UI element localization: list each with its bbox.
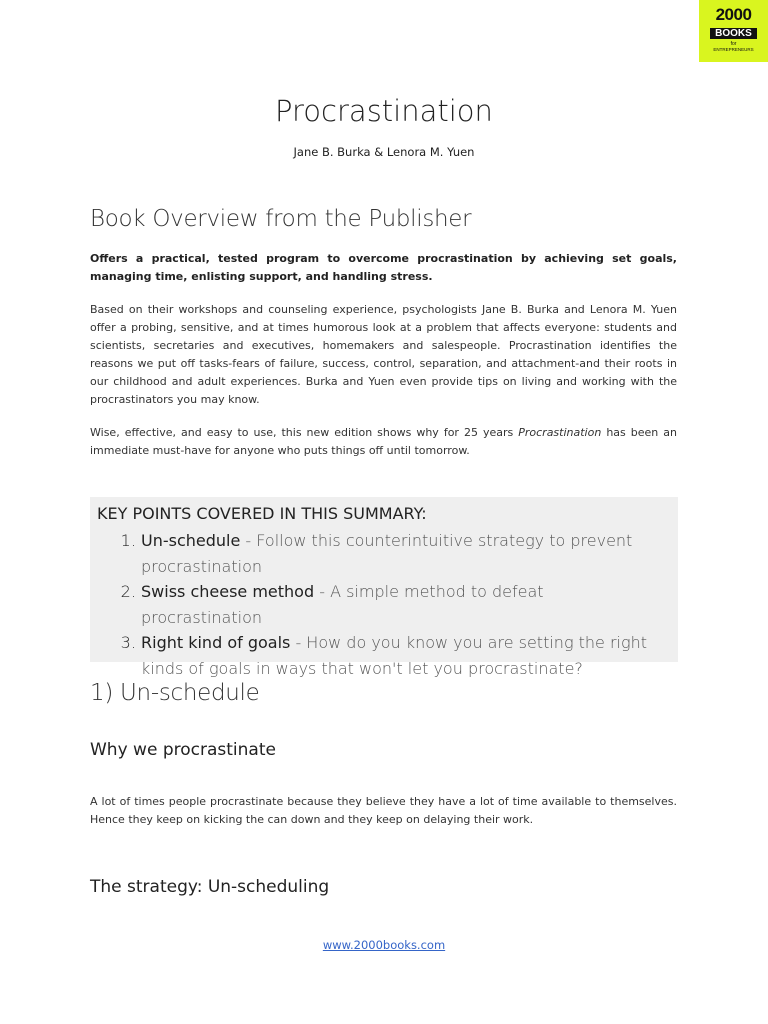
section-1-paragraph: A lot of times people procrastinate because they believe they have a lot of time available to themselves. Hence they keep on kicking the can down and they keep on delaying their work. (90, 795, 677, 826)
overview-paragraph-2 (90, 424, 677, 460)
logo-entrepreneurs: ENTREPRENEURS (713, 47, 754, 52)
key-points-heading: KEY POINTS COVERED IN THIS SUMMARY: (97, 504, 427, 523)
key-point-desc: - How do you know you are setting the right kinds of goals in ways that won't let you procrastinate? (141, 633, 648, 678)
key-point-title: Un-schedule (141, 531, 241, 550)
key-point-title: Right kind of goals (141, 633, 291, 652)
key-point-item (141, 579, 661, 630)
section-1-subheading-why: Why we procrastinate (90, 740, 276, 760)
key-point-desc: - Follow this counterintuitive strategy to prevent procrastination (141, 531, 633, 576)
section-1-subheading-strategy: The strategy: Un-scheduling (90, 877, 330, 897)
logo-for: for (730, 41, 737, 47)
key-point-item (141, 630, 661, 681)
footer (0, 938, 768, 952)
logo-books: BOOKS (710, 28, 757, 39)
website-link[interactable]: www.2000books.com (322, 938, 446, 952)
brand-logo (699, 0, 768, 62)
key-point-item (141, 528, 661, 579)
key-points-box (90, 497, 678, 678)
book-author: Jane B. Burka & Lenora M. Yuen (293, 145, 475, 159)
overview-heading: Book Overview from the Publisher (90, 206, 472, 232)
overview-lead: Offers a practical, tested program to overcome procrastination by achieving set goals, managing time, enlisting support, and handling stress. (90, 252, 677, 283)
para2-text-end: has been an immediate must-have for anyone who puts things off until tomorrow. (90, 426, 677, 457)
book-title: Procrastination (275, 94, 493, 128)
para2-emphasis: Procrastination (518, 426, 602, 439)
key-points-list (113, 528, 661, 681)
key-point-desc: - A simple method to defeat procrastination (141, 582, 544, 627)
section-1-heading: 1) Un-schedule (90, 680, 260, 706)
overview-paragraph-1: Based on their workshops and counseling experience, psychologists Jane B. Burka and Lenora M. Yuen offer a probing, sensitive, and at times humorous look at a problem that affects everyone: students and scientists, secretaries and executives, homemakers and salespeople. Procrastination identifies the reasons we put off tasks-fears of failure, success, control, separation, and attachment-and their roots in our childhood and adult experiences. Burka and Yuen even provide tips on living and working with the procrastinators you may know. (90, 303, 677, 406)
logo-number: 2000 (715, 5, 752, 24)
key-point-title: Swiss cheese method (141, 582, 315, 601)
para2-text: Wise, effective, and easy to use, this new edition shows why for 25 years (90, 426, 519, 439)
